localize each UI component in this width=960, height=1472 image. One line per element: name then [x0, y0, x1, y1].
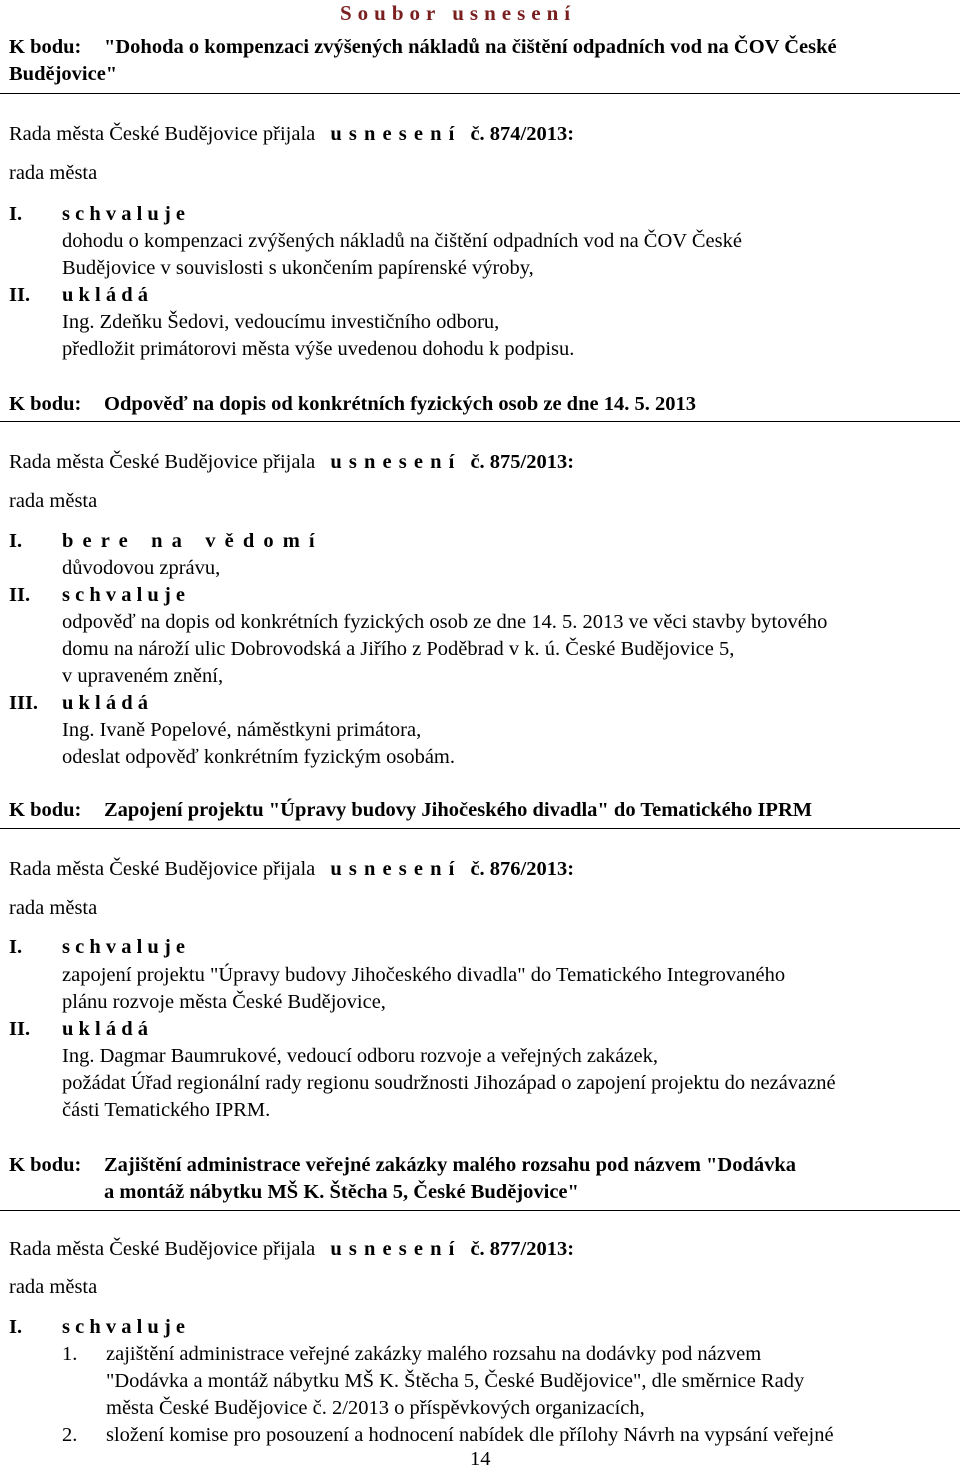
section-heading-cont: Budějovice" — [9, 63, 118, 85]
item-text: předložit primátorovi města výše uvedenou dohodu k podpisu. — [62, 338, 575, 360]
item-text: důvodovou zprávu, — [62, 557, 221, 579]
resolution-verb: b e r e n a v ě d o m í — [62, 530, 317, 552]
item-text: Ing. Ivaně Popelové, náměstkyni primátora, — [62, 719, 422, 741]
roman-numeral: I. — [9, 936, 23, 958]
item-text: města České Budějovice č. 2/2013 o příspěvkových organizacích, — [106, 1397, 645, 1419]
rada-mesta: rada města — [9, 490, 98, 512]
document-title: Soubor usnesení — [340, 1, 577, 25]
resolution-verb: s c h v a l u j e — [62, 1316, 185, 1338]
roman-numeral: II. — [9, 284, 31, 306]
page-number: 14 — [470, 1448, 491, 1470]
resolution-verb: s c h v a l u j e — [62, 584, 185, 606]
section-heading-text: "Dohoda o kompenzaci zvýšených nákladů na čištění odpadních vod na ČOV České — [104, 36, 837, 58]
item-text: části Tematického IPRM. — [62, 1099, 271, 1121]
roman-numeral: II. — [9, 1018, 31, 1040]
section-heading-text: Odpověď na dopis od konkrétních fyzických osob ze dne 14. 5. 2013 — [104, 393, 696, 415]
item-text: "Dodávka a montáž nábytku MŠ K. Štěcha 5, České Budějovice", dle směrnice Rady — [106, 1370, 805, 1392]
resolution-number: č. 874/2013: — [470, 123, 575, 145]
intro-text: Rada města České Budějovice přijala — [9, 123, 316, 145]
item-text: plánu rozvoje města České Budějovice, — [62, 991, 386, 1013]
resolution-number: č. 875/2013: — [470, 451, 575, 473]
item-text: zajištění administrace veřejné zakázky malého rozsahu na dodávky pod názvem — [106, 1343, 762, 1365]
section-divider — [0, 1210, 960, 1211]
resolution-intro — [9, 856, 574, 882]
resolution-intro — [9, 449, 574, 475]
section-divider — [0, 421, 960, 422]
roman-numeral: I. — [9, 1316, 23, 1338]
usneseni-label: u s n e s e n í — [330, 451, 456, 473]
resolution-intro — [9, 121, 574, 147]
item-text: odpověď na dopis od konkrétních fyzických osob ze dne 14. 5. 2013 ve věci stavby bytového — [62, 611, 828, 633]
rada-mesta: rada města — [9, 1276, 98, 1298]
roman-numeral: III. — [9, 692, 39, 714]
resolution-number: č. 876/2013: — [470, 858, 575, 880]
section-divider — [0, 93, 960, 94]
section-heading — [9, 34, 837, 60]
item-text: složení komise pro posouzení a hodnocení nabídek dle přílohy Návrh na vypsání veřejné — [106, 1424, 834, 1446]
usneseni-label: u s n e s e n í — [330, 1238, 456, 1260]
list-number: 2. — [62, 1424, 78, 1446]
item-text: odeslat odpověď konkrétním fyzickým osobám. — [62, 746, 455, 768]
resolution-verb: u k l á d á — [62, 284, 149, 306]
intro-text: Rada města České Budějovice přijala — [9, 1238, 316, 1260]
list-number: 1. — [62, 1343, 78, 1365]
intro-text: Rada města České Budějovice přijala — [9, 451, 316, 473]
section-divider — [0, 828, 960, 829]
item-text: Ing. Dagmar Baumrukové, vedoucí odboru rozvoje a veřejných zakázek, — [62, 1045, 658, 1067]
resolution-verb: u k l á d á — [62, 1018, 149, 1040]
item-text: požádat Úřad regionální rady regionu soudržnosti Jihozápad o zapojení projektu do nezávazné — [62, 1072, 836, 1094]
section-heading-text: Zapojení projektu "Úpravy budovy Jihočeského divadla" do Tematického IPRM — [104, 799, 813, 821]
resolution-verb: u k l á d á — [62, 692, 149, 714]
rada-mesta: rada města — [9, 897, 98, 919]
resolution-number: č. 877/2013: — [470, 1238, 575, 1260]
kbodu-label: K bodu: — [9, 1154, 82, 1176]
kbodu-label: K bodu: — [9, 799, 82, 821]
item-text: dohodu o kompenzaci zvýšených nákladů na čištění odpadních vod na ČOV České — [62, 230, 742, 252]
item-text: zapojení projektu "Úpravy budovy Jihočeského divadla" do Tematického Integrovaného — [62, 964, 786, 986]
rada-mesta: rada města — [9, 162, 98, 184]
section-heading-cont: a montáž nábytku MŠ K. Štěcha 5, České Budějovice" — [104, 1181, 579, 1203]
kbodu-label: K bodu: — [9, 36, 82, 58]
item-text: v upraveném znění, — [62, 665, 224, 687]
roman-numeral: I. — [9, 203, 23, 225]
section-heading — [9, 797, 812, 823]
item-text: Ing. Zdeňku Šedovi, vedoucímu investičního odboru, — [62, 311, 500, 333]
item-text: Budějovice v souvislosti s ukončením papírenské výroby, — [62, 257, 534, 279]
roman-numeral: I. — [9, 530, 23, 552]
resolution-verb: s c h v a l u j e — [62, 936, 185, 958]
usneseni-label: u s n e s e n í — [330, 858, 456, 880]
usneseni-label: u s n e s e n í — [330, 123, 456, 145]
roman-numeral: II. — [9, 584, 31, 606]
resolution-intro — [9, 1236, 574, 1262]
section-heading — [9, 391, 696, 417]
section-heading-text: Zajištění administrace veřejné zakázky malého rozsahu pod názvem "Dodávka — [104, 1154, 797, 1176]
item-text: domu na nároží ulic Dobrovodská a Jiřího z Poděbrad v k. ú. České Budějovice 5, — [62, 638, 735, 660]
section-heading — [9, 1152, 796, 1178]
resolution-verb: s c h v a l u j e — [62, 203, 185, 225]
kbodu-label: K bodu: — [9, 393, 82, 415]
intro-text: Rada města České Budějovice přijala — [9, 858, 316, 880]
